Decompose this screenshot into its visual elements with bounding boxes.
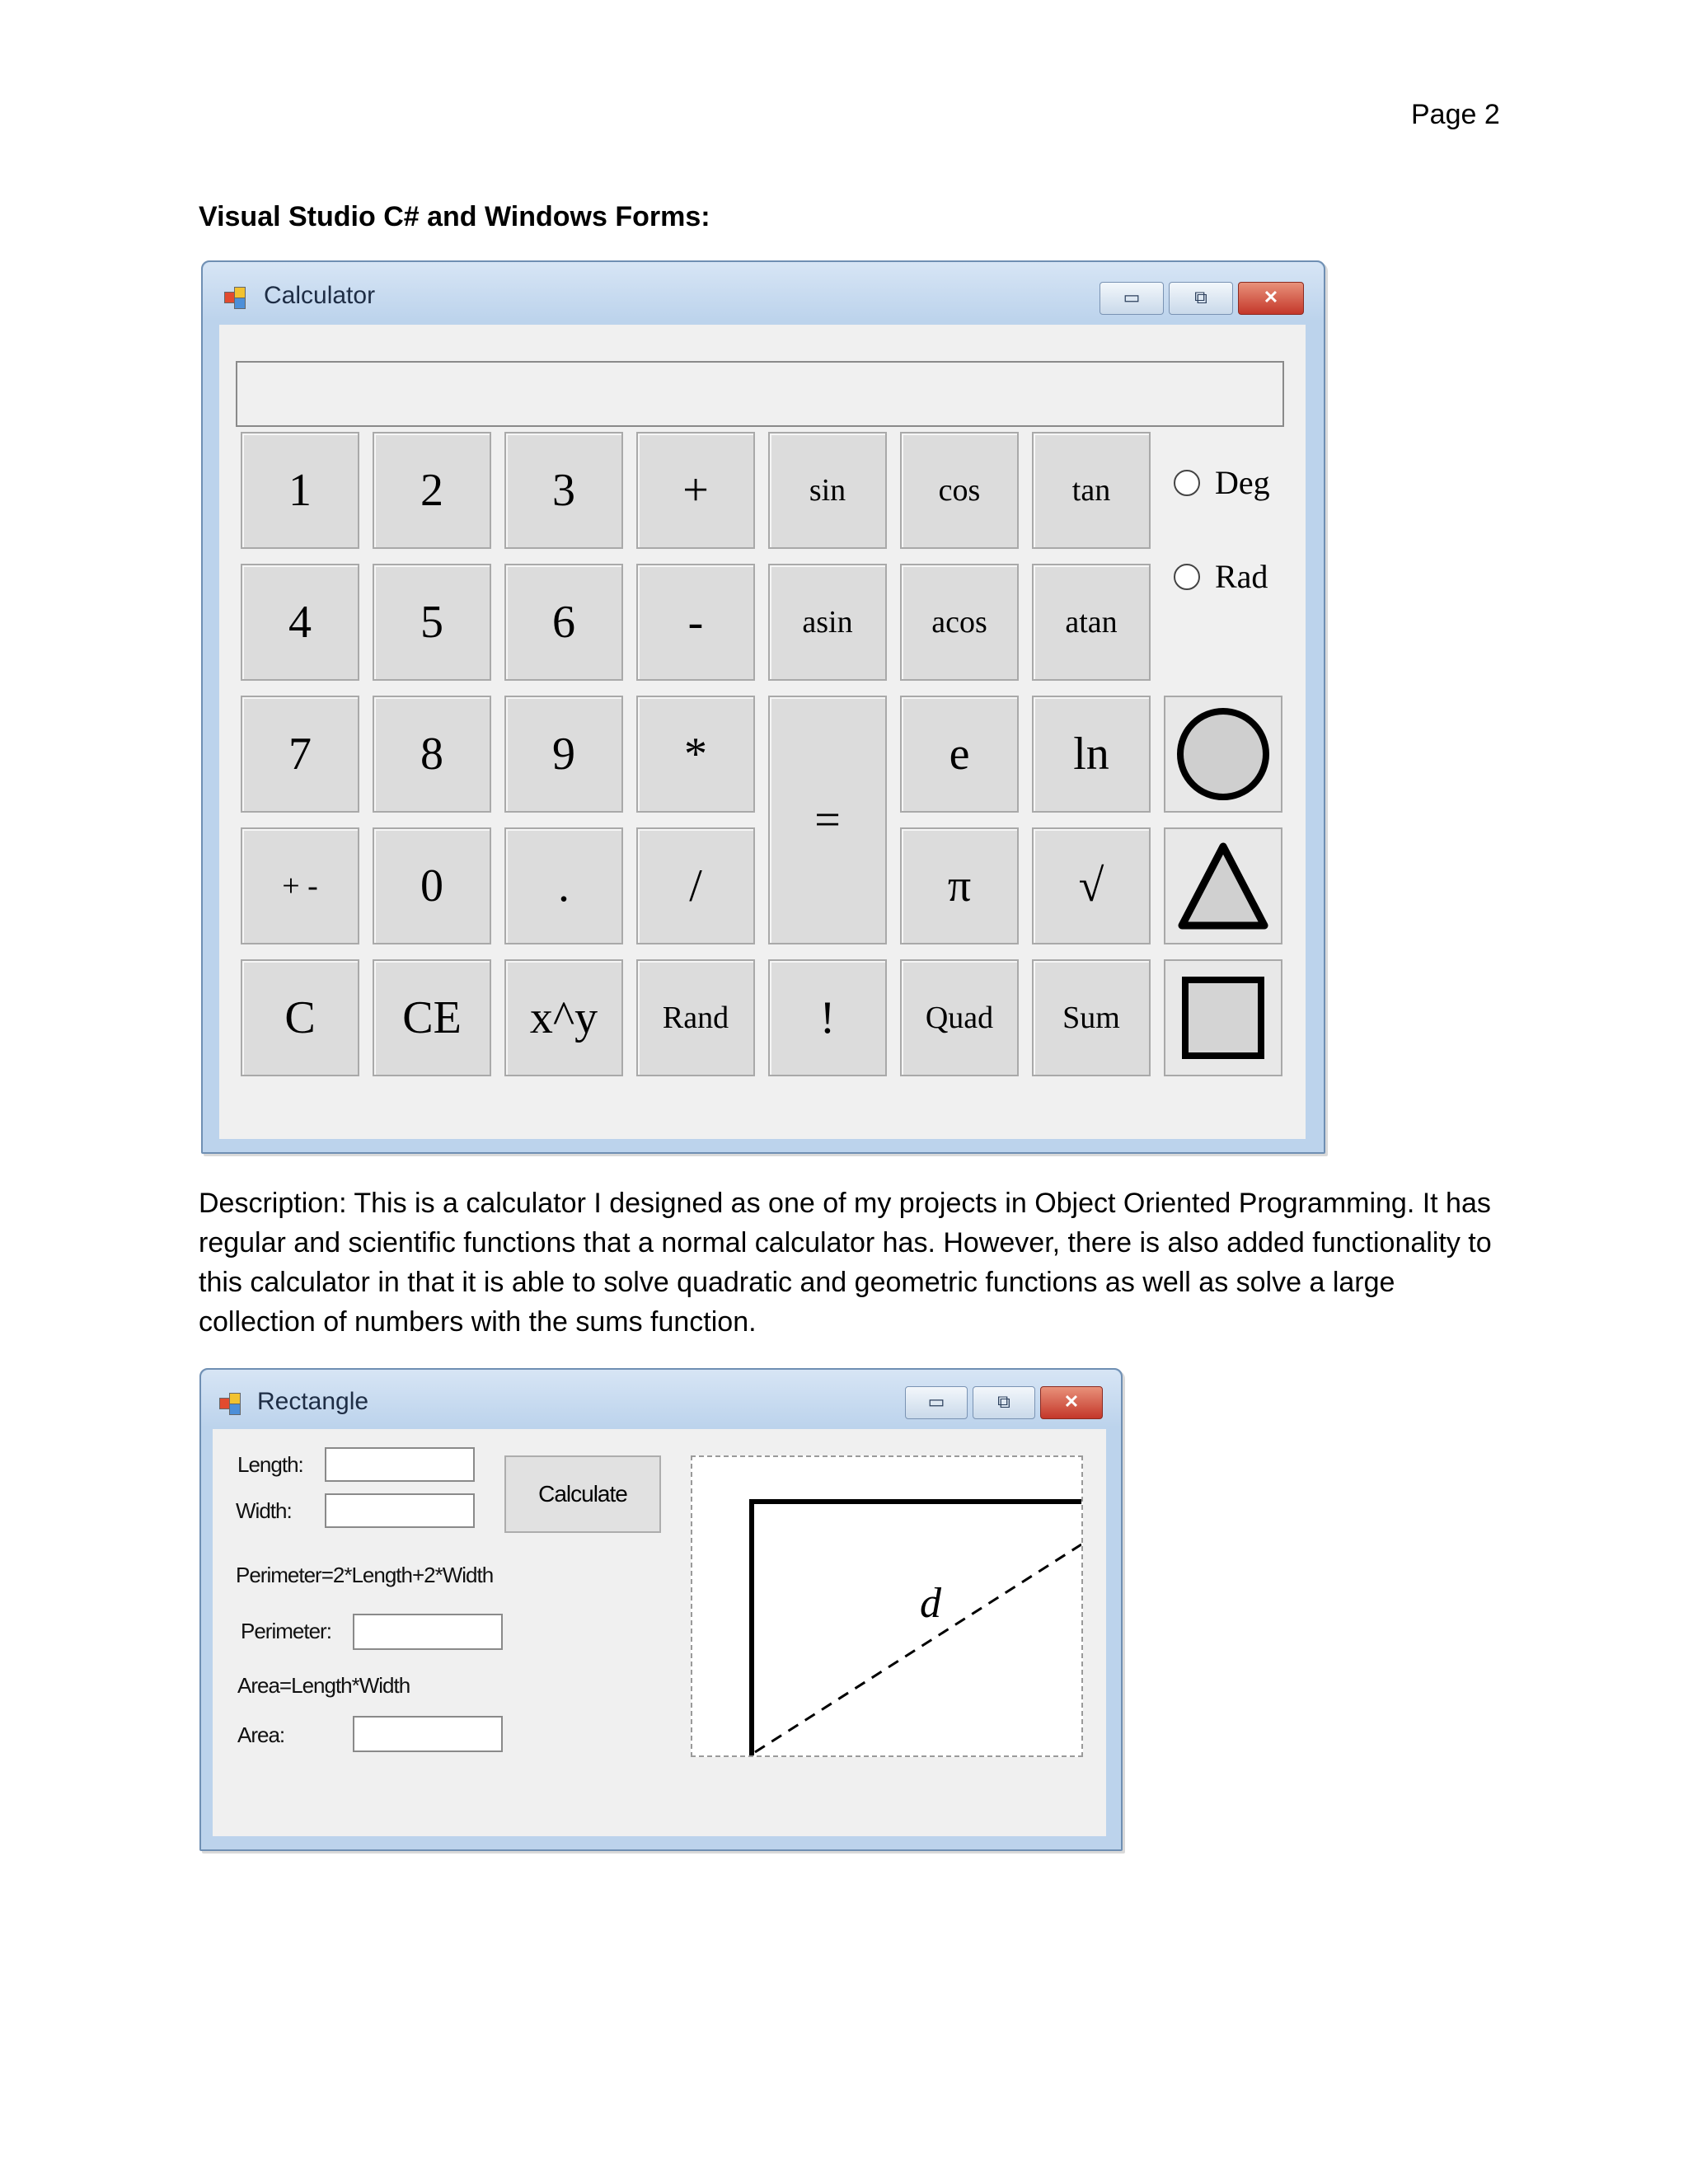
key-4[interactable]: 4	[241, 564, 359, 681]
perimeter-label: Perimeter:	[241, 1619, 331, 1643]
key-rand[interactable]: Rand	[636, 959, 755, 1076]
key-tan[interactable]: tan	[1032, 432, 1151, 549]
key-sin[interactable]: sin	[768, 432, 887, 549]
area-output	[353, 1716, 503, 1752]
key-ln[interactable]: ln	[1032, 696, 1151, 813]
key-0[interactable]: 0	[373, 827, 491, 944]
section-heading: Visual Studio C# and Windows Forms:	[199, 201, 710, 232]
key-acos[interactable]: acos	[900, 564, 1019, 681]
key-clear[interactable]: C	[241, 959, 359, 1076]
key-decimal[interactable]: .	[504, 827, 623, 944]
key-equals[interactable]: =	[768, 696, 887, 944]
close-button[interactable]: ✕	[1040, 1386, 1103, 1419]
circle-button[interactable]	[1164, 696, 1282, 813]
key-9[interactable]: 9	[504, 696, 623, 813]
radio-deg[interactable]	[1174, 463, 1270, 502]
key-atan[interactable]: atan	[1032, 564, 1151, 681]
calculator-display[interactable]	[236, 361, 1284, 427]
length-input[interactable]	[325, 1447, 475, 1482]
key-5[interactable]: 5	[373, 564, 491, 681]
radio-deg-label: Deg	[1215, 464, 1270, 501]
key-3[interactable]: 3	[504, 432, 623, 549]
rectangle-diagonal-illustration	[692, 1457, 1081, 1755]
restore-button[interactable]: ⧉	[1169, 282, 1233, 315]
close-button[interactable]: ✕	[1238, 282, 1304, 315]
key-multiply[interactable]: *	[636, 696, 755, 813]
radio-rad-circle[interactable]	[1174, 564, 1200, 590]
rectangle-client	[213, 1429, 1106, 1836]
key-1[interactable]: 1	[241, 432, 359, 549]
width-input[interactable]	[325, 1493, 475, 1528]
diagonal-label: d	[920, 1580, 941, 1627]
key-plus-minus[interactable]: + -	[241, 827, 359, 944]
square-button[interactable]	[1164, 959, 1282, 1076]
key-power[interactable]: x^y	[504, 959, 623, 1076]
rectangle-diagram	[691, 1455, 1083, 1757]
page-number: Page 2	[1411, 99, 1500, 130]
window-title: Rectangle	[257, 1388, 369, 1415]
length-label: Length:	[237, 1452, 303, 1477]
key-2[interactable]: 2	[373, 432, 491, 549]
restore-button[interactable]: ⧉	[973, 1386, 1035, 1419]
calculator-description: Description: This is a calculator I designed as one of my projects in Object Oriented Programming. It has regular and scientific functions that a normal calculator has. However, there is also added functionality to this calculator in that it is able to solve quadratic and geometric functions as well as solve a large collection of numbers with the sums function.	[199, 1188, 1492, 1338]
width-label: Width:	[236, 1498, 292, 1523]
triangle-button[interactable]	[1164, 827, 1282, 944]
circle-icon	[1174, 705, 1273, 804]
rectangle-titlebar	[201, 1370, 1121, 1427]
radio-deg-circle[interactable]	[1174, 470, 1200, 496]
area-label: Area:	[237, 1722, 285, 1747]
key-e[interactable]: e	[900, 696, 1019, 813]
calculator-window	[201, 260, 1325, 1154]
rectangle-window	[199, 1368, 1123, 1851]
key-asin[interactable]: asin	[768, 564, 887, 681]
calculator-titlebar	[203, 262, 1324, 321]
radio-rad[interactable]	[1174, 557, 1268, 596]
minimize-button[interactable]: ▭	[1100, 282, 1164, 315]
area-formula: Area=Length*Width	[237, 1673, 410, 1698]
radio-rad-label: Rad	[1215, 558, 1268, 595]
perimeter-formula: Perimeter=2*Length+2*Width	[236, 1563, 494, 1587]
app-icon	[219, 1393, 241, 1414]
key-8[interactable]: 8	[373, 696, 491, 813]
app-icon	[224, 287, 246, 308]
calculate-button[interactable]: Calculate	[504, 1455, 661, 1533]
key-divide[interactable]: /	[636, 827, 755, 944]
key-factorial[interactable]: !	[768, 959, 887, 1076]
key-7[interactable]: 7	[241, 696, 359, 813]
key-sum[interactable]: Sum	[1032, 959, 1151, 1076]
window-title: Calculator	[264, 282, 376, 309]
key-6[interactable]: 6	[504, 564, 623, 681]
key-clear-entry[interactable]: CE	[373, 959, 491, 1076]
triangle-icon	[1174, 837, 1273, 935]
square-icon	[1174, 968, 1273, 1067]
minimize-button[interactable]: ▭	[905, 1386, 968, 1419]
key-plus[interactable]: +	[636, 432, 755, 549]
key-sqrt[interactable]: √	[1032, 827, 1151, 944]
key-pi[interactable]: π	[900, 827, 1019, 944]
calculator-client	[219, 325, 1306, 1139]
key-minus[interactable]: -	[636, 564, 755, 681]
key-quad[interactable]: Quad	[900, 959, 1019, 1076]
perimeter-output	[353, 1614, 503, 1650]
key-cos[interactable]: cos	[900, 432, 1019, 549]
